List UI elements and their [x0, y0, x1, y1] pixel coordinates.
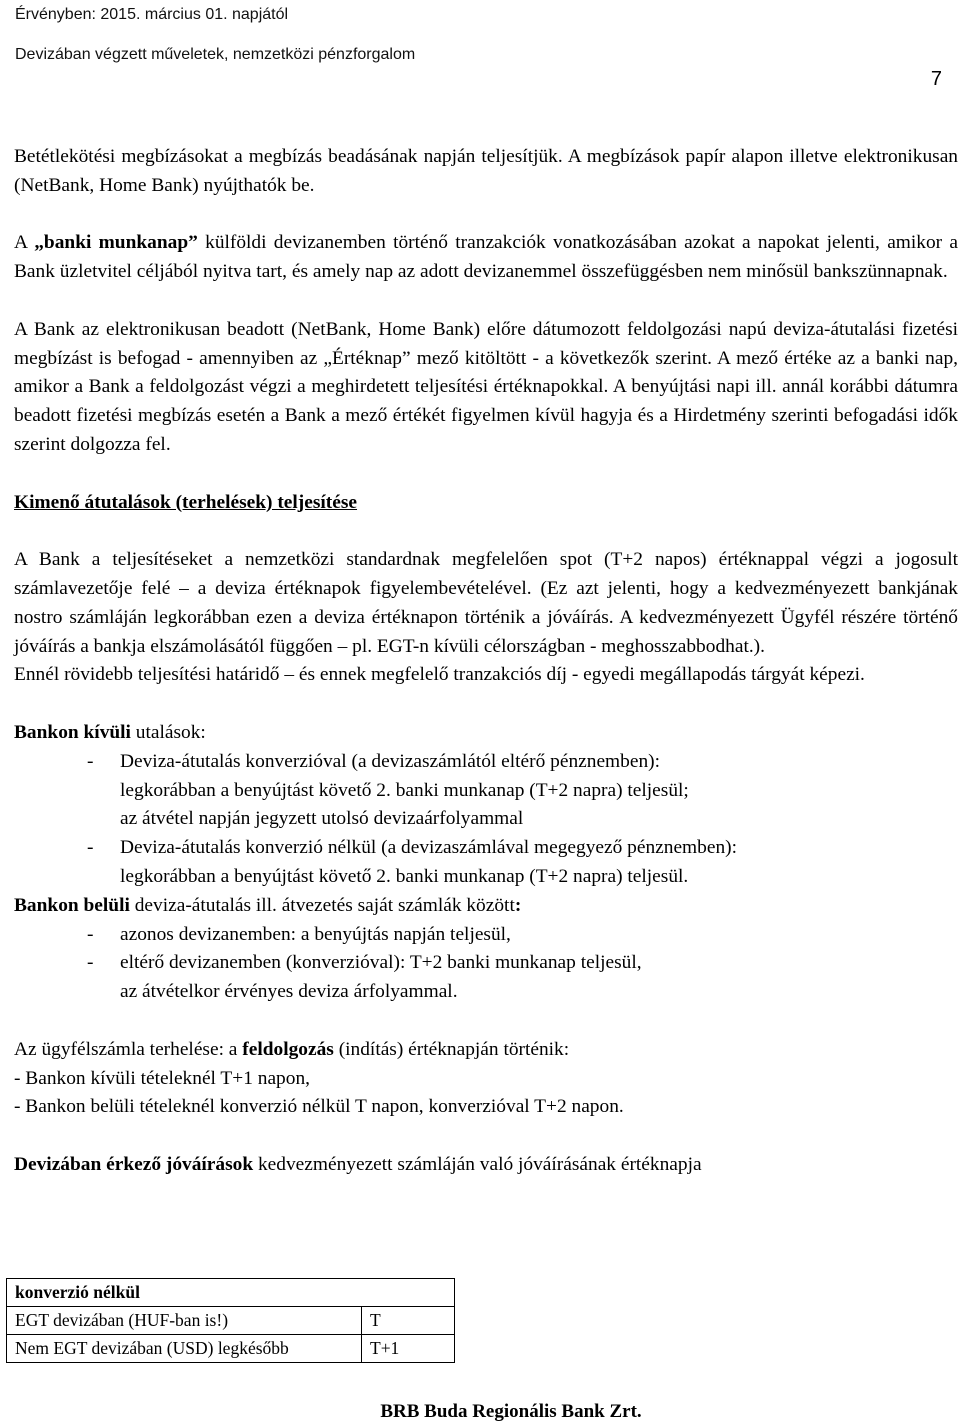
incoming-title: Devizában érkező jóváírások kedvezményezett számláján való jóváírásának értéknapja — [14, 1153, 702, 1175]
paragraph-deposit: Betétlekötési megbízásokat a megbízás beadásának napján teljesítjük. A megbízások papír alapon illetve elektronikusan (NetBank, Home Bank) nyújthatók be. — [14, 146, 958, 196]
paragraph-banking-day: A „banki munkanap” külföldi devizanemben történő tranzakciók vonatkozásában azokat a napokat jelenti, amikor a Bank üzletvitel céljából nyitva tart, és amely nap az adott devizanemmel összefüggésben nem minősül bankszünnapnak. — [14, 232, 959, 283]
inside-bank-title: Bankon belüli deviza-átutalás ill. átvezetés saját számlák között: — [14, 894, 522, 916]
page-number: 7 — [930, 68, 942, 90]
table-row: Nem EGT devizában (USD) legkésőbb T+1 — [7, 1335, 455, 1363]
outside-bank-title: Bankon kívüli utalások: — [14, 721, 206, 743]
validity-header: Érvényben: 2015. március 01. napjától — [15, 6, 289, 23]
paragraph-netbank: A Bank az elektronikusan beadott (NetBank, Home Bank) előre dátumozott feldolgozási napú deviza-átutalási fizetési megbízást is befogad - amennyiben az „Értéknap” mező kitöltött - a következők szerint. A mező értéke az a banki nap, amikor a Bank a feldolgozást végzi a meghirdetett teljesítési értéknapokkal. A benyújtási napi ill. annál korábbi dátumra beadott fizetési megbízás esetén a Bank a mező értékét figyelmen kívül hagyja és a Hirdetmény szerinti befogadási idők szerint dolgozza fel. — [14, 318, 958, 455]
table-row: EGT devizában (HUF-ban is!) T — [7, 1307, 455, 1335]
paragraph-shorter-deadline: Ennél rövidebb teljesítési határidő – és ennek megfelelő tranzakciós díj - egyedi megállapodás tárgyát képezi. — [14, 664, 865, 686]
heading-outgoing-transfers: Kimenő átutalások (terhelések) teljesítése — [14, 491, 358, 513]
term-banking-day: „banki munkanap” — [34, 232, 198, 254]
list-item: - eltérő devizanemben (konverzióval): T+2 banki munkanap teljesül, — [87, 952, 642, 974]
list-item: - Deviza-átutalás konverzióval (a devizaszámlától eltérő pénznemben): — [87, 750, 660, 772]
debit-title: Az ügyfélszámla terhelése: a feldolgozás (indítás) értéknapján történik: — [14, 1038, 570, 1060]
footer-bank-name: BRB Buda Regionális Bank Zrt. — [380, 1401, 642, 1422]
value-date-table — [6, 1278, 455, 1363]
list-item: - azonos devizanemben: a benyújtás napján teljesül, — [87, 923, 511, 945]
paragraph-spot: A Bank a teljesítéseket a nemzetközi standardnak megfelelően spot (T+2 napos) értéknappal végzi a jogosult számlavezetője felé – a deviza értéknapok figyelembevételével. (Ez azt jelenti, hogy a kedvezményezett bankjának nostro számláján legkorábban ezen a deviza értéknapon történik a jóváírás. A kedvezményezett Ügyfél részére történő jóváírás a bankja elszámolásától függően – pl. EGT-n kívüli célországban - meghosszabbodhat.). — [14, 549, 958, 657]
list-item: - Deviza-átutalás konverzió nélkül (a devizaszámlával megegyező pénznemben): — [87, 837, 737, 859]
table-header-cell: konverzió nélkül — [7, 1279, 455, 1307]
debit-line-outside: - Bankon kívüli tételeknél T+1 napon, — [14, 1067, 310, 1089]
document-body: Betétlekötési megbízásokat a megbízás beadásának napján teljesítjük. A megbízások papír alapon illetve elektronikusan (NetBank, Home Bank) nyújthatók be. A „banki munkanap” külföldi devizanemben történő tranzakciók vonatkozásában azokat a napokat jelenti, amikor a Bank üzletvitel céljából nyitva tart, és amely nap az adott devizanemmel összefüggésben nem minősül bankszünnapnak. A Bank az elektronikusan beadott (NetBank, Home Bank) előre dátumozott feldolgozási napú deviza-átutalási fizetési megbízást is befogad - amennyiben az „Értéknap” mező kitöltött - a következők szerint. A mező értéke az a banki nap, amikor a Bank a feldolgozást végzi a meghirdetett teljesítési értéknapokkal. A benyújtási napi ill. annál korábbi dátumra beadott fizetési megbízás esetén a Bank a mező értékét figyelmen kívül hagyja és a Hirdetmény szerinti befogadási idők szerint dolgozza fel. Kimenő átutalások (terhelések) teljesítése A Bank a teljesítéseket a nemzetközi standardnak megfelelően spot (T+2 napos) értéknappal végzi a jogosult számlavezetője felé – a deviza értéknapok figyelembevételével. (Ez azt jelenti, hogy a kedvezményezett bankjának nostro számláján legkorábban ezen a deviza értéknapon történik a jóváírás. A kedvezményezett Ügyfél részére történő jóváírás a bankja elszámolásától függően – pl. EGT-n kívüli célországban - meghosszabbodhat.). Ennél rövidebb teljesítési határidő – és ennek megfelelő tranzakciós díj - egyedi megállapodás tárgyát képezi. Bankon kívüli utalások: - Deviza-átutalás konverzióval (a devizaszámlától eltérő pénznemben): legkorábban a benyújtást követő 2. banki munkanap (T+2 napra) teljesül; az átvétel napján jegyzett utolsó devizaárfolyammal - Deviza-átutalás konverzió nélkül (a devizaszámlával megegyező pénznemben): legkorábban a benyújtást követő 2. banki munkanap (T+2 napra) teljesül. Bankon belüli deviza-átutalás ill. átvezetés saját számlák között: - azonos devizanemben: a benyújtás napján teljesül, - eltérő devizanemben (konverzióval): T+2 banki munkanap teljesül, az átvételkor érvényes deviza árfolyammal. Az ügyfélszámla terhelése: a feldolgozás (indítás) értéknapján történik: - Bankon kívüli tételeknél T+1 napon, - Bankon belüli tételeknél konverzió nélkül T napon, konverzióval T+2 napon. Devizában érkező jóváírások kedvezményezett számláján való jóváírásának értéknapja — [14, 143, 958, 1180]
debit-line-inside: - Bankon belüli tételeknél konverzió nélkül T napon, konverzióval T+2 napon. — [14, 1096, 624, 1118]
table-header-row — [7, 1279, 455, 1307]
section-subtitle: Devizában végzett műveletek, nemzetközi pénzforgalom — [15, 46, 416, 63]
